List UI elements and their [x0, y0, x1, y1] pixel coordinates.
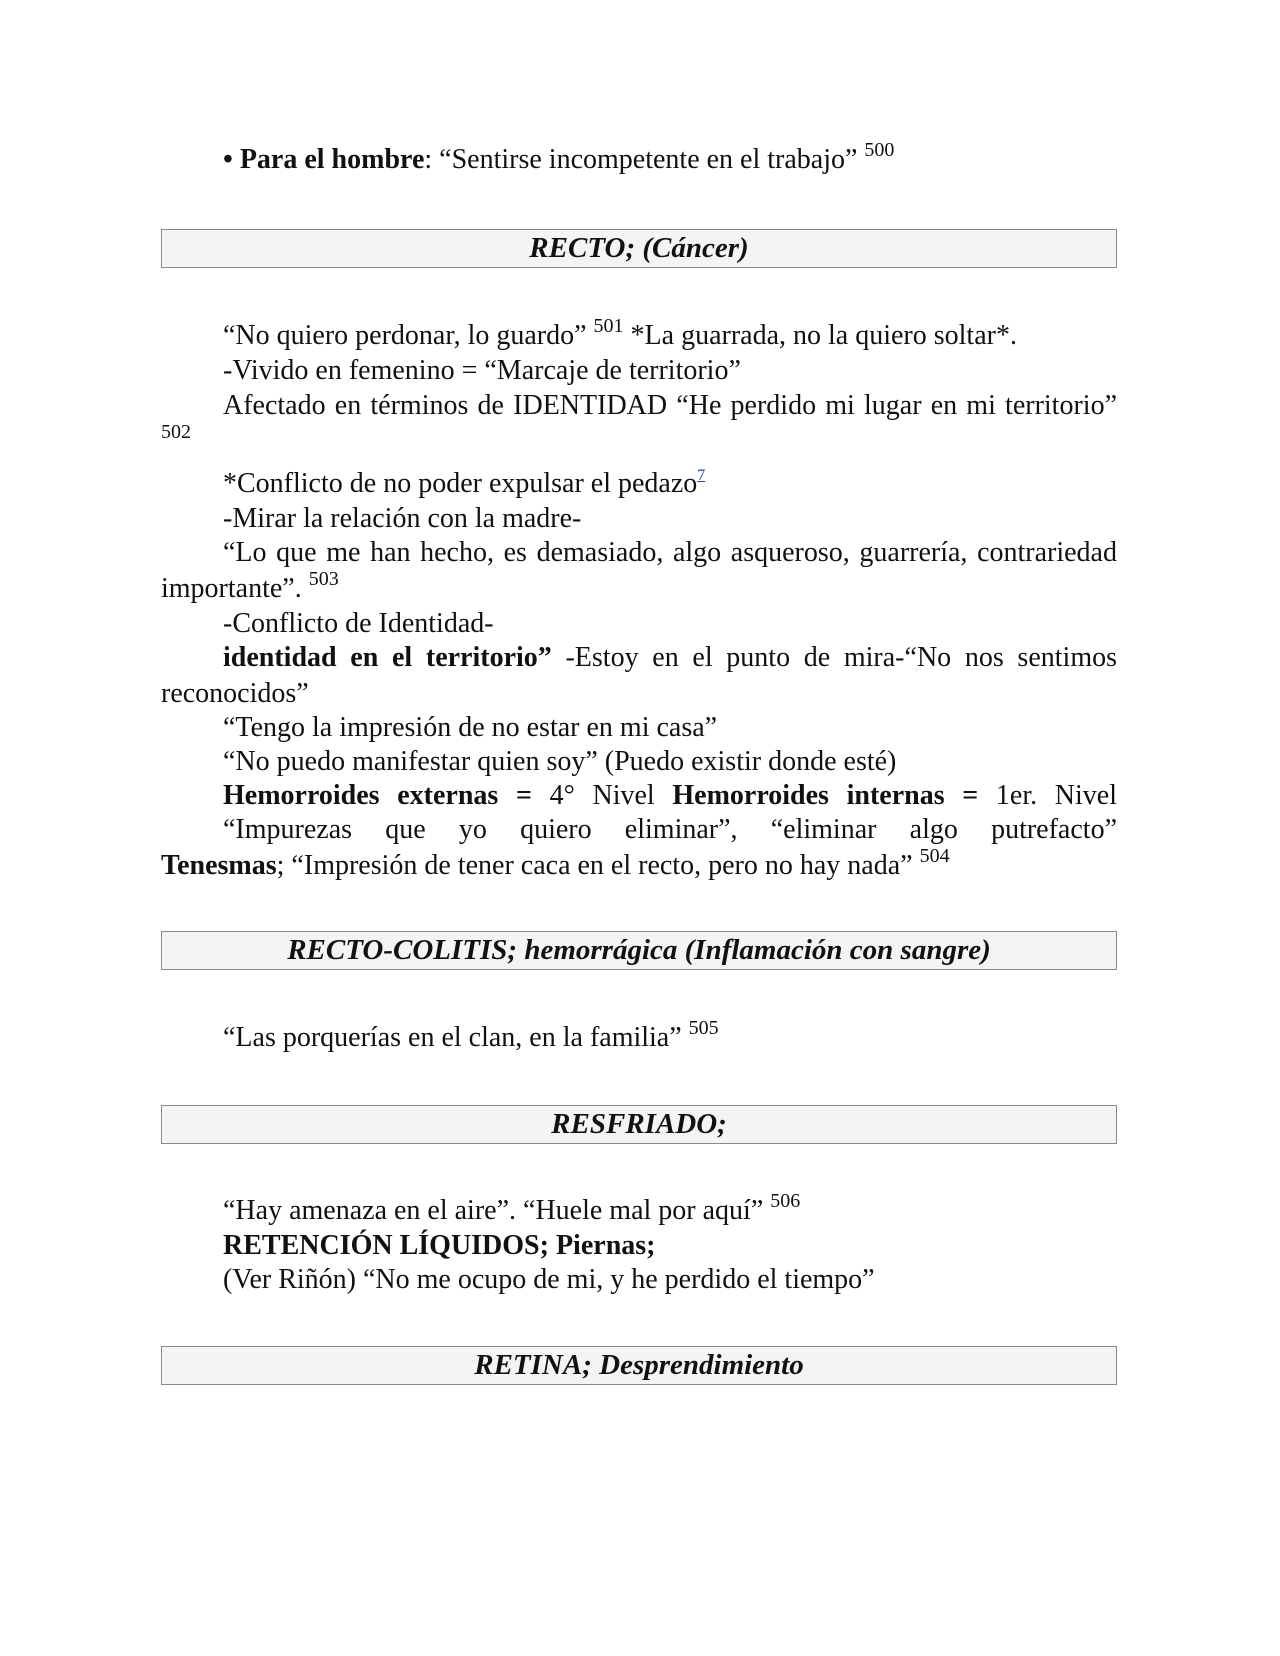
recto-l8-bold: identidad en el territorio” — [223, 642, 552, 673]
recto-colitis-text: “Las porquerías en el clan, en la familia” — [223, 1022, 689, 1053]
recto-l13-ref: 504 — [919, 844, 950, 867]
recto-line-4 — [161, 466, 1117, 502]
recto-l13-bold: Tenesmas — [161, 850, 277, 881]
intro-label: Para el hombre — [239, 144, 425, 175]
recto-line-12: “Impurezas que yo quiero eliminar”, “eliminar algo putrefacto” — [223, 814, 1117, 845]
resfriado-line-1 — [161, 1189, 1117, 1229]
recto-line-3 — [161, 388, 1117, 460]
intro-ref: 500 — [864, 138, 895, 161]
retencion-line-1: (Ver Riñón) “No me ocupo de mi, y he perdido el tiempo” — [223, 1264, 875, 1295]
heading-recto: RECTO; (Cáncer) — [161, 229, 1117, 268]
recto-line-10: “No puedo manifestar quien soy” (Puedo existir donde esté) — [223, 746, 897, 777]
recto-l6-ref: 503 — [308, 567, 339, 590]
recto-line-5: -Mirar la relación con la madre- — [223, 503, 582, 534]
heading-retina: RETINA; Desprendimiento — [161, 1346, 1117, 1385]
heading-recto-colitis: RECTO-COLITIS; hemorrágica (Inflamación con sangre) — [161, 931, 1117, 970]
bullet: • — [223, 144, 233, 175]
recto-l13-text: ; “Impresión de tener caca en el recto, pero no hay nada” — [276, 850, 920, 881]
recto-l3-text: Afectado en términos de IDENTIDAD “He perdido mi lugar en mi territorio” — [223, 390, 1117, 421]
intro-paragraph — [161, 138, 1117, 178]
recto-l1-text-b: *La guarrada, no la quiero soltar*. — [623, 320, 1017, 351]
retencion-bold: RETENCIÓN LÍQUIDOS; Piernas; — [223, 1230, 656, 1261]
resfriado-text: “Hay amenaza en el aire”. “Huele mal por aquí” — [223, 1195, 771, 1226]
heading-resfriado: RESFRIADO; — [161, 1105, 1117, 1144]
recto-l3-ref: 502 — [161, 420, 191, 443]
recto-l1-ref: 501 — [593, 314, 624, 337]
recto-line-13 — [161, 844, 1117, 884]
intro-quote: “Sentirse incompetente en el trabajo” — [432, 144, 858, 175]
recto-colitis-ref: 505 — [688, 1016, 719, 1039]
recto-line-2: -Vivido en femenino = “Marcaje de territorio” — [223, 355, 741, 386]
resfriado-ref: 506 — [770, 1189, 801, 1212]
recto-line-7: -Conflicto de Identidad- — [223, 608, 494, 639]
recto-l11-text-2: 1er. Nivel — [978, 780, 1117, 811]
recto-l11-bold-2: Hemorroides internas = — [672, 780, 979, 811]
recto-l11-text-1: 4° Nivel — [531, 780, 673, 811]
recto-l6-text: “Lo que me han hecho, es demasiado, algo asqueroso, guarrería, contrariedad importante”. — [161, 537, 1117, 604]
recto-line-8 — [161, 640, 1117, 712]
recto-l1-text: “No quiero perdonar, lo guardo” — [223, 320, 594, 351]
intro-colon: : — [424, 144, 433, 175]
recto-line-6 — [161, 535, 1117, 607]
recto-l11-bold-1: Hemorroides externas = — [223, 780, 532, 811]
recto-line-11 — [223, 778, 1117, 814]
footnote-link[interactable]: 7 — [697, 466, 706, 484]
recto-l4-text: *Conflicto de no poder expulsar el pedazo — [223, 468, 698, 499]
retencion-heading — [161, 1228, 1117, 1264]
recto-colitis-line-1 — [161, 1016, 1117, 1056]
recto-l8-text: -Estoy en el punto de mira-“No nos sentimos reconocidos” — [161, 642, 1117, 709]
recto-line-1 — [161, 314, 1117, 354]
recto-line-9: “Tengo la impresión de no estar en mi casa” — [223, 712, 718, 743]
